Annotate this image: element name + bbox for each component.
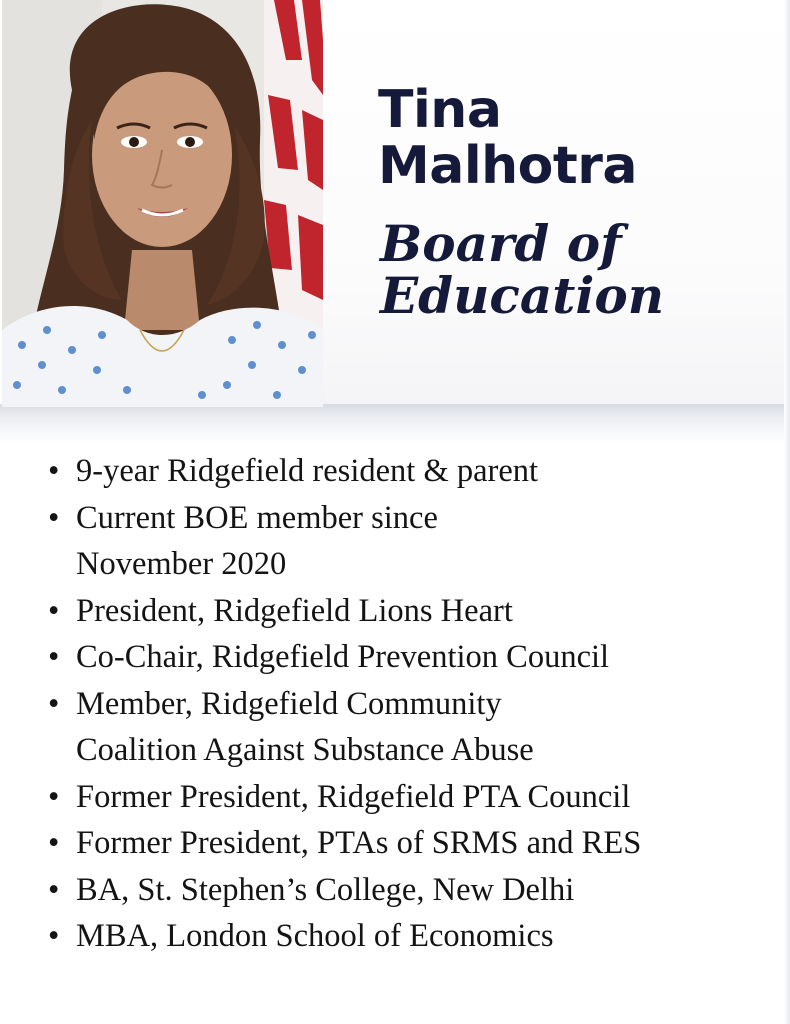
list-item [48,634,768,681]
page-edge [784,0,790,1024]
office-line-2: Education [380,266,665,325]
list-item [48,495,768,588]
list-item-text: • President, Ridgefield Lions Heart [76,592,513,629]
list-item [48,774,768,821]
list-item-text: • Former President, PTAs of SRMS and RES [76,825,642,861]
list-item [48,867,768,914]
list-item [48,588,768,635]
office-line-1: Board of [380,214,622,273]
last-name: Malhotra [378,136,637,196]
list-item-text: • Co-Chair, Ridgefield Prevention Council [76,639,610,675]
title-panel [322,0,790,410]
portrait-photo-icon [2,0,323,407]
candidate-name [378,82,637,194]
list-item-text: Coalition Against Substance Abuse [76,732,534,768]
list-item [48,448,768,495]
list-item-text: • BA, St. Stephen’s College, New Delhi [76,871,575,908]
list-item-text: November 2020 [76,546,287,582]
first-name: Tina [378,80,502,140]
list-item [48,820,768,867]
list-item-text: • Current BOE member since [76,499,438,536]
list-item-text: • MBA, London School of Economics [76,918,554,954]
qualifications-list [48,448,768,960]
list-item [48,913,768,960]
list-item-text: • 9-year Ridgefield resident & parent [76,453,539,489]
list-item [48,681,768,774]
list-item-text: • Former President, Ridgefield PTA Council [76,778,631,815]
divider-shadow [0,404,790,444]
office-title [380,214,665,325]
list-item-text: • Member, Ridgefield Community [76,685,502,722]
candidate-photo [2,0,323,407]
